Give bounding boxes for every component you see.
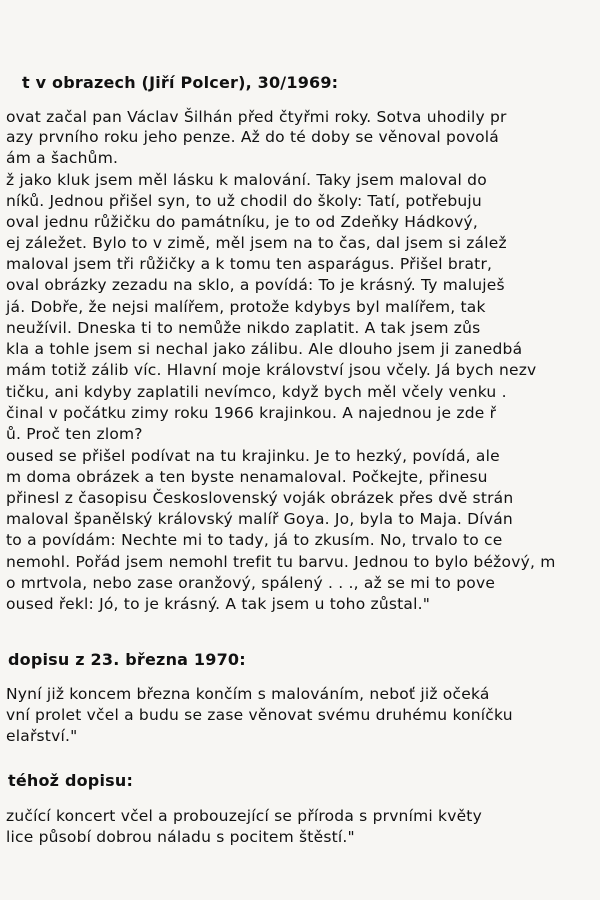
text-line: maloval jsem tři růžičky a k tomu ten asparágus. Přišel bratr, (6, 255, 493, 273)
text-line: nemohl. Pořád jsem nemohl trefit tu barvu. Jednou to bylo béžový, m (6, 553, 556, 571)
text-line: vní prolet včel a budu se zase věnovat svému druhému koníčku (6, 706, 513, 724)
text-line: činal v počátku zimy roku 1966 krajinkou. A najednou je zde ř (6, 404, 497, 422)
text-line: zučící koncert včel a probouzející se příroda s prvními květy (6, 807, 482, 825)
text-line: já. Dobře, že nejsi malířem, protože kdybys byl malířem, tak (6, 298, 486, 316)
text-line: Nyní již koncem března končím s malováním, neboť již očeká (6, 685, 490, 703)
text-line: to a povídám: Nechte mi to tady, já to zkusím. No, trvalo to ce (6, 531, 503, 549)
text-line: neužívil. Dneska ti to nemůže nikdo zaplatit. A tak jsem zůs (6, 319, 481, 337)
text-line: m doma obrázek a ten byste nenamaloval. Počkejte, přinesu (6, 468, 488, 486)
text-line: elařství." (6, 727, 78, 745)
text-line: lice působí dobrou náladu s pocitem štěstí." (6, 828, 355, 846)
text-line: ej záležet. Bylo to v zimě, měl jsem na to čas, dal jsem si zálež (6, 234, 507, 252)
text-line: ovat začal pan Václav Šilhán před čtyřmi roky. Sotva uhodily pr (6, 108, 507, 126)
text-line: oused se přišel podívat na tu krajinku. Je to hezký, povídá, ale (6, 447, 500, 465)
section-heading: téhož dopisu: (8, 771, 134, 790)
text-line: oval jednu růžičku do památníku, je to od Zdeňky Hádkový, (6, 213, 479, 231)
text-line: o mrtvola, nebo zase oranžový, spálený . . ., až se mi to pove (6, 574, 496, 592)
text-line: kla a tohle jsem si nechal jako zálibu. Ale dlouho jsem ji zanedbá (6, 340, 523, 358)
text-line: oused řekl: Jó, to je krásný. A tak jsem u toho zůstal." (6, 595, 431, 613)
text-line: maloval španělský královský malíř Goya. Jo, byla to Maja. Díván (6, 510, 513, 528)
text-line: ů. Proč ten zlom? (6, 425, 143, 443)
text-line: ž jako kluk jsem měl lásku k malování. Taky jsem maloval do (6, 171, 487, 189)
text-line: ám a šachům. (6, 149, 119, 167)
text-line: přinesl z časopisu Československý voják obrázek přes dvě strán (6, 489, 514, 507)
text-line: níků. Jednou přišel syn, to už chodil do školy: Tatí, potřebuju (6, 192, 482, 210)
section-heading: dopisu z 23. března 1970: (8, 650, 246, 669)
text-line: azy prvního roku jeho penze. Až do té doby se věnoval povolá (6, 128, 500, 146)
text-line: mám totiž zálib víc. Hlavní moje království jsou včely. Já bych nezv (6, 361, 537, 379)
text-line: oval obrázky zezadu na sklo, a povídá: To je krásný. Ty maluješ (6, 276, 505, 294)
text-line: tičku, ani kdyby zaplatili nevímco, když bych měl včely venku . (6, 383, 507, 401)
section-heading: t v obrazech (Jiří Polcer), 30/1969: (22, 73, 339, 92)
